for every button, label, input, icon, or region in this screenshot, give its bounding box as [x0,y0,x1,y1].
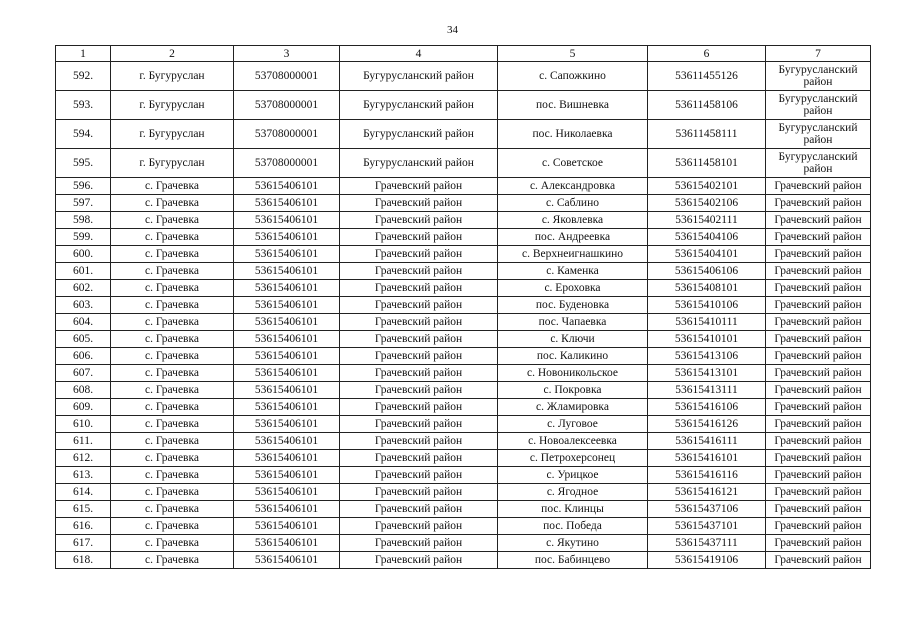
settlement-code-cell: 53615404106 [648,229,766,246]
settlement-code-cell: 53615402111 [648,212,766,229]
table-row [56,467,871,484]
table-row [56,331,871,348]
admin-center-cell: с. Грачевка [111,552,234,569]
table-row [56,382,871,399]
admin-center-code-cell: 53708000001 [234,149,340,178]
district-cell: Грачевский район [340,263,498,280]
admin-center-cell: с. Грачевка [111,246,234,263]
admin-center-code-cell: 53615406101 [234,229,340,246]
admin-center-code-cell: 53615406101 [234,331,340,348]
table-row [56,297,871,314]
admin-center-cell: г. Бугуруслан [111,120,234,149]
settlement-code-cell: 53615413101 [648,365,766,382]
row-number-cell: 606. [56,348,111,365]
settlement-cell: с. Петрохерсонец [498,450,648,467]
settlement-cell: с. Покровка [498,382,648,399]
admin-center-code-cell: 53615406101 [234,178,340,195]
district-cell: Бугурусланский район [340,149,498,178]
admin-center-cell: с. Грачевка [111,229,234,246]
settlement-code-cell: 53615437101 [648,518,766,535]
admin-center-code-cell: 53615406101 [234,433,340,450]
row-number-cell: 603. [56,297,111,314]
admin-center-cell: с. Грачевка [111,484,234,501]
settlement-cell: с. Жламировка [498,399,648,416]
table-row [56,149,871,178]
settlement-district-cell: Грачевский район [766,501,871,518]
row-number-cell: 604. [56,314,111,331]
admin-center-cell: с. Грачевка [111,399,234,416]
settlement-cell: пос. Победа [498,518,648,535]
settlement-code-cell: 53611458111 [648,120,766,149]
admin-center-cell: с. Грачевка [111,365,234,382]
admin-center-code-cell: 53615406101 [234,501,340,518]
settlement-cell: с. Саблино [498,195,648,212]
admin-center-code-cell: 53615406101 [234,382,340,399]
admin-center-code-cell: 53615406101 [234,314,340,331]
table-row [56,450,871,467]
page-number: 34 [447,24,458,36]
settlement-district-cell: Грачевский район [766,348,871,365]
settlement-code-cell: 53615406106 [648,263,766,280]
settlement-cell: с. Новоалексеевка [498,433,648,450]
settlement-district-cell: Грачевский район [766,518,871,535]
row-number-cell: 601. [56,263,111,280]
column-header: 4 [340,46,498,62]
settlement-code-cell: 53615410101 [648,331,766,348]
row-number-cell: 593. [56,91,111,120]
table-row [56,195,871,212]
settlement-code-cell: 53615416126 [648,416,766,433]
table-row [56,552,871,569]
settlement-code-cell: 53615410106 [648,297,766,314]
table-row [56,365,871,382]
row-number-cell: 605. [56,331,111,348]
row-number-cell: 596. [56,178,111,195]
district-cell: Грачевский район [340,518,498,535]
admin-center-cell: г. Бугуруслан [111,62,234,91]
district-cell: Грачевский район [340,195,498,212]
settlement-code-cell: 53611458101 [648,149,766,178]
column-header: 3 [234,46,340,62]
admin-center-cell: с. Грачевка [111,467,234,484]
settlement-cell: пос. Каликино [498,348,648,365]
settlement-code-cell: 53615416106 [648,399,766,416]
district-cell: Грачевский район [340,433,498,450]
admin-center-cell: с. Грачевка [111,297,234,314]
settlement-code-cell: 53611458106 [648,91,766,120]
settlement-district-cell: Грачевский район [766,195,871,212]
admin-center-code-cell: 53615406101 [234,467,340,484]
settlement-district-cell: Грачевский район [766,297,871,314]
district-cell: Грачевский район [340,297,498,314]
settlement-code-cell: 53615437106 [648,501,766,518]
row-number-cell: 613. [56,467,111,484]
row-number-cell: 597. [56,195,111,212]
row-number-cell: 600. [56,246,111,263]
district-cell: Грачевский район [340,212,498,229]
row-number-cell: 614. [56,484,111,501]
settlement-cell: пос. Николаевка [498,120,648,149]
settlement-code-cell: 53615410111 [648,314,766,331]
district-cell: Грачевский район [340,552,498,569]
row-number-cell: 618. [56,552,111,569]
settlement-district-cell: Грачевский район [766,314,871,331]
settlement-district-cell: Грачевский район [766,382,871,399]
table-row [56,433,871,450]
admin-center-cell: г. Бугуруслан [111,149,234,178]
settlement-cell: пос. Клинцы [498,501,648,518]
column-header: 2 [111,46,234,62]
row-number-cell: 598. [56,212,111,229]
admin-center-cell: с. Грачевка [111,195,234,212]
table-row [56,91,871,120]
settlement-district-cell: Грачевский район [766,229,871,246]
settlement-cell: пос. Буденовка [498,297,648,314]
admin-center-cell: с. Грачевка [111,212,234,229]
district-cell: Грачевский район [340,484,498,501]
settlement-district-cell: Грачевский район [766,280,871,297]
row-number-cell: 611. [56,433,111,450]
admin-center-cell: с. Грачевка [111,501,234,518]
table-row [56,484,871,501]
settlement-code-cell: 53615413111 [648,382,766,399]
settlement-code-cell: 53615408101 [648,280,766,297]
district-cell: Грачевский район [340,178,498,195]
row-number-cell: 607. [56,365,111,382]
settlement-district-cell: Грачевский район [766,331,871,348]
settlement-code-cell: 53611455126 [648,62,766,91]
settlements-table [55,45,871,569]
admin-center-code-cell: 53708000001 [234,62,340,91]
column-header: 5 [498,46,648,62]
settlement-district-cell: Грачевский район [766,178,871,195]
settlement-district-cell: Грачевский район [766,416,871,433]
admin-center-code-cell: 53615406101 [234,348,340,365]
settlement-cell: пос. Андреевка [498,229,648,246]
settlement-code-cell: 53615437111 [648,535,766,552]
table-row [56,535,871,552]
row-number-cell: 610. [56,416,111,433]
district-cell: Бугурусланский район [340,120,498,149]
settlement-code-cell: 53615419106 [648,552,766,569]
admin-center-cell: с. Грачевка [111,382,234,399]
settlement-code-cell: 53615413106 [648,348,766,365]
admin-center-cell: с. Грачевка [111,518,234,535]
column-header: 6 [648,46,766,62]
column-header: 7 [766,46,871,62]
settlement-cell: с. Александровка [498,178,648,195]
admin-center-code-cell: 53615406101 [234,484,340,501]
admin-center-code-cell: 53615406101 [234,263,340,280]
admin-center-cell: с. Грачевка [111,416,234,433]
admin-center-cell: с. Грачевка [111,263,234,280]
admin-center-code-cell: 53615406101 [234,416,340,433]
settlement-cell: пос. Вишневка [498,91,648,120]
settlement-district-cell: Бугурусланский район [766,120,871,149]
row-number-cell: 612. [56,450,111,467]
district-cell: Грачевский район [340,348,498,365]
district-cell: Грачевский район [340,331,498,348]
district-cell: Грачевский район [340,229,498,246]
settlement-code-cell: 53615402101 [648,178,766,195]
settlement-code-cell: 53615404101 [648,246,766,263]
admin-center-code-cell: 53615406101 [234,518,340,535]
admin-center-cell: с. Грачевка [111,178,234,195]
settlement-district-cell: Грачевский район [766,484,871,501]
district-cell: Грачевский район [340,535,498,552]
settlement-district-cell: Грачевский район [766,246,871,263]
admin-center-cell: с. Грачевка [111,331,234,348]
district-cell: Грачевский район [340,450,498,467]
district-cell: Грачевский район [340,501,498,518]
district-cell: Грачевский район [340,382,498,399]
admin-center-code-cell: 53615406101 [234,365,340,382]
row-number-cell: 616. [56,518,111,535]
district-cell: Грачевский район [340,399,498,416]
settlement-cell: с. Верхнеигнашкино [498,246,648,263]
settlement-district-cell: Грачевский район [766,467,871,484]
row-number-cell: 602. [56,280,111,297]
table-row [56,263,871,280]
header-row [56,46,871,62]
settlement-cell: с. Урицкое [498,467,648,484]
table-row [56,518,871,535]
row-number-cell: 617. [56,535,111,552]
district-cell: Бугурусланский район [340,62,498,91]
admin-center-code-cell: 53708000001 [234,120,340,149]
settlement-district-cell: Грачевский район [766,399,871,416]
settlement-district-cell: Бугурусланский район [766,62,871,91]
admin-center-cell: с. Грачевка [111,280,234,297]
row-number-cell: 608. [56,382,111,399]
admin-center-code-cell: 53708000001 [234,91,340,120]
table-row [56,229,871,246]
settlement-code-cell: 53615416101 [648,450,766,467]
settlement-district-cell: Грачевский район [766,535,871,552]
admin-center-code-cell: 53615406101 [234,246,340,263]
row-number-cell: 609. [56,399,111,416]
table-row [56,399,871,416]
settlement-code-cell: 53615416111 [648,433,766,450]
table-row [56,62,871,91]
table-row [56,280,871,297]
admin-center-code-cell: 53615406101 [234,552,340,569]
settlement-district-cell: Бугурусланский район [766,91,871,120]
settlement-district-cell: Грачевский район [766,433,871,450]
settlement-cell: с. Ягодное [498,484,648,501]
admin-center-cell: г. Бугуруслан [111,91,234,120]
settlement-cell: с. Советское [498,149,648,178]
table-row [56,348,871,365]
row-number-cell: 599. [56,229,111,246]
admin-center-cell: с. Грачевка [111,535,234,552]
settlement-cell: с. Луговое [498,416,648,433]
admin-center-cell: с. Грачевка [111,450,234,467]
table-body [56,62,871,569]
settlement-district-cell: Грачевский район [766,450,871,467]
table-row [56,416,871,433]
settlement-cell: с. Ключи [498,331,648,348]
settlement-district-cell: Бугурусланский район [766,149,871,178]
admin-center-code-cell: 53615406101 [234,399,340,416]
settlement-district-cell: Грачевский район [766,365,871,382]
district-cell: Бугурусланский район [340,91,498,120]
settlement-cell: с. Якутино [498,535,648,552]
settlement-district-cell: Грачевский район [766,212,871,229]
settlement-code-cell: 53615402106 [648,195,766,212]
table-row [56,314,871,331]
table-row [56,501,871,518]
column-header: 1 [56,46,111,62]
admin-center-code-cell: 53615406101 [234,280,340,297]
table-row [56,212,871,229]
row-number-cell: 594. [56,120,111,149]
row-number-cell: 615. [56,501,111,518]
settlement-district-cell: Грачевский район [766,552,871,569]
settlement-code-cell: 53615416116 [648,467,766,484]
admin-center-cell: с. Грачевка [111,348,234,365]
settlement-cell: пос. Чапаевка [498,314,648,331]
district-cell: Грачевский район [340,365,498,382]
district-cell: Грачевский район [340,280,498,297]
settlement-cell: с. Сапожкино [498,62,648,91]
table-row [56,178,871,195]
settlement-cell: с. Каменка [498,263,648,280]
admin-center-code-cell: 53615406101 [234,535,340,552]
admin-center-cell: с. Грачевка [111,314,234,331]
settlement-cell: с. Новоникольское [498,365,648,382]
district-cell: Грачевский район [340,416,498,433]
district-cell: Грачевский район [340,467,498,484]
admin-center-code-cell: 53615406101 [234,450,340,467]
district-cell: Грачевский район [340,246,498,263]
table-row [56,246,871,263]
table-row [56,120,871,149]
admin-center-cell: с. Грачевка [111,433,234,450]
settlement-cell: с. Ероховка [498,280,648,297]
admin-center-code-cell: 53615406101 [234,297,340,314]
settlement-cell: с. Яковлевка [498,212,648,229]
settlement-cell: пос. Бабинцево [498,552,648,569]
settlement-code-cell: 53615416121 [648,484,766,501]
admin-center-code-cell: 53615406101 [234,212,340,229]
row-number-cell: 595. [56,149,111,178]
row-number-cell: 592. [56,62,111,91]
admin-center-code-cell: 53615406101 [234,195,340,212]
district-cell: Грачевский район [340,314,498,331]
settlement-district-cell: Грачевский район [766,263,871,280]
